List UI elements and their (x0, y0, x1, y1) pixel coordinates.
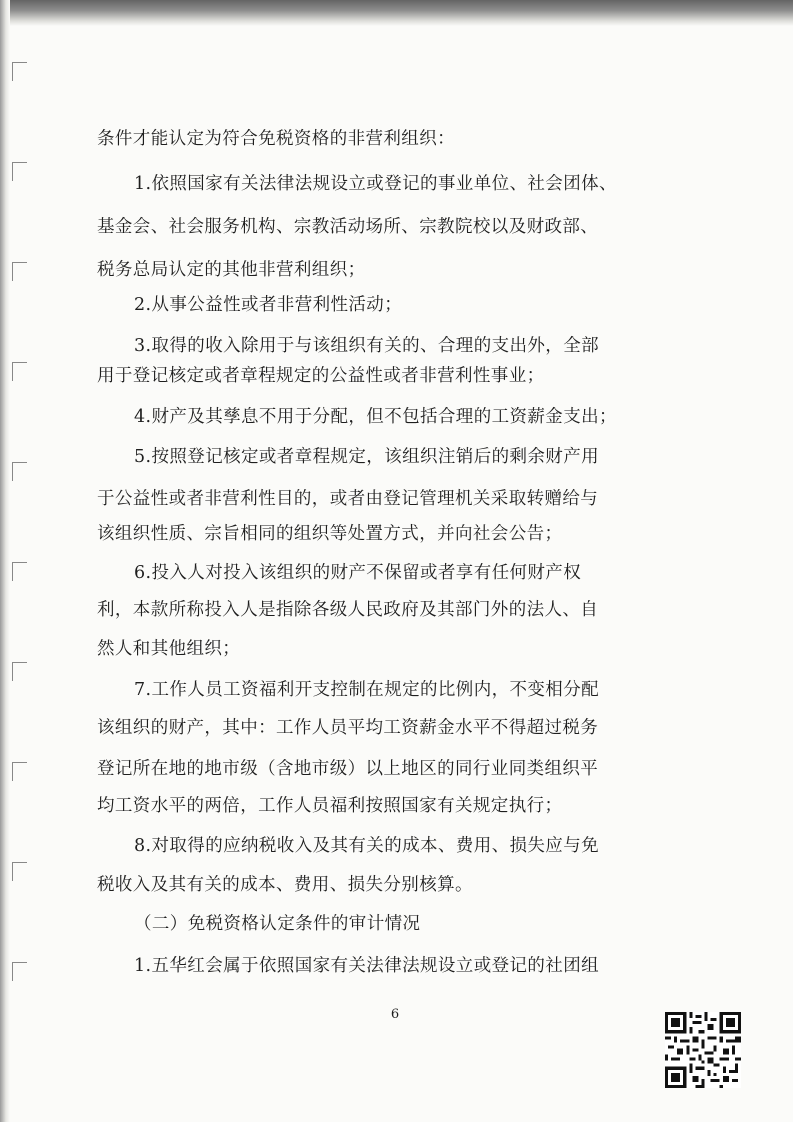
paragraph-line: 4.财产及其孳息不用于分配，但不包括合理的工资薪金支出； (134, 407, 617, 427)
paragraph-line: 3.取得的收入除用于与该组织有关的、合理的支出外，全部 (134, 336, 599, 356)
paragraph-line: 8.对取得的应纳税收入及其有关的成本、费用、损失应与免 (134, 836, 599, 856)
body-line: 然人和其他组织； (97, 639, 241, 659)
body-line: 均工资水平的两倍，工作人员福利按照国家有关规定执行； (97, 796, 563, 816)
body-line: 基金会、社会服务机构、宗教活动场所、宗教院校以及财政部、 (97, 217, 599, 237)
section-heading: （二）免税资格认定条件的审计情况 (134, 914, 421, 934)
body-line: 利，本款所称投入人是指除各级人民政府及其部门外的法人、自 (97, 600, 599, 620)
paragraph-line: 2.从事公益性或者非营利性活动； (134, 295, 403, 315)
body-line: 税收入及其有关的成本、费用、损失分别核算。 (97, 875, 473, 895)
page-number: 6 (390, 1007, 400, 1022)
body-line: 条件才能认定为符合免税资格的非营利组织： (97, 129, 455, 149)
body-line: 于公益性或者非营利性目的，或者由登记管理机关采取转赠给与 (97, 489, 599, 509)
paragraph-line: 7.工作人员工资福利开支控制在规定的比例内，不变相分配 (134, 680, 599, 700)
body-line: 登记所在地的地市级（含地市级）以上地区的同行业同类组织平 (97, 759, 599, 779)
body-line: 税务总局认定的其他非营利组织； (97, 260, 366, 280)
paragraph-line: 1.依照国家有关法律法规设立或登记的事业单位、社会团体、 (134, 174, 617, 194)
paragraph-line: 5.按照登记核定或者章程规定，该组织注销后的剩余财产用 (134, 447, 599, 467)
paragraph-line: 6.投入人对投入该组织的财产不保留或者享有任何财产权 (134, 563, 582, 583)
body-line: 该组织的财产，其中：工作人员平均工资薪金水平不得超过税务 (97, 718, 599, 738)
paragraph-line: 1.五华红会属于依照国家有关法律法规设立或登记的社团组 (134, 956, 599, 976)
body-line: 该组织性质、宗旨相同的组织等处置方式，并向社会公告； (97, 524, 563, 544)
body-line: 用于登记核定或者章程规定的公益性或者非营利性事业； (97, 366, 545, 386)
qr-code-icon (665, 1012, 741, 1088)
